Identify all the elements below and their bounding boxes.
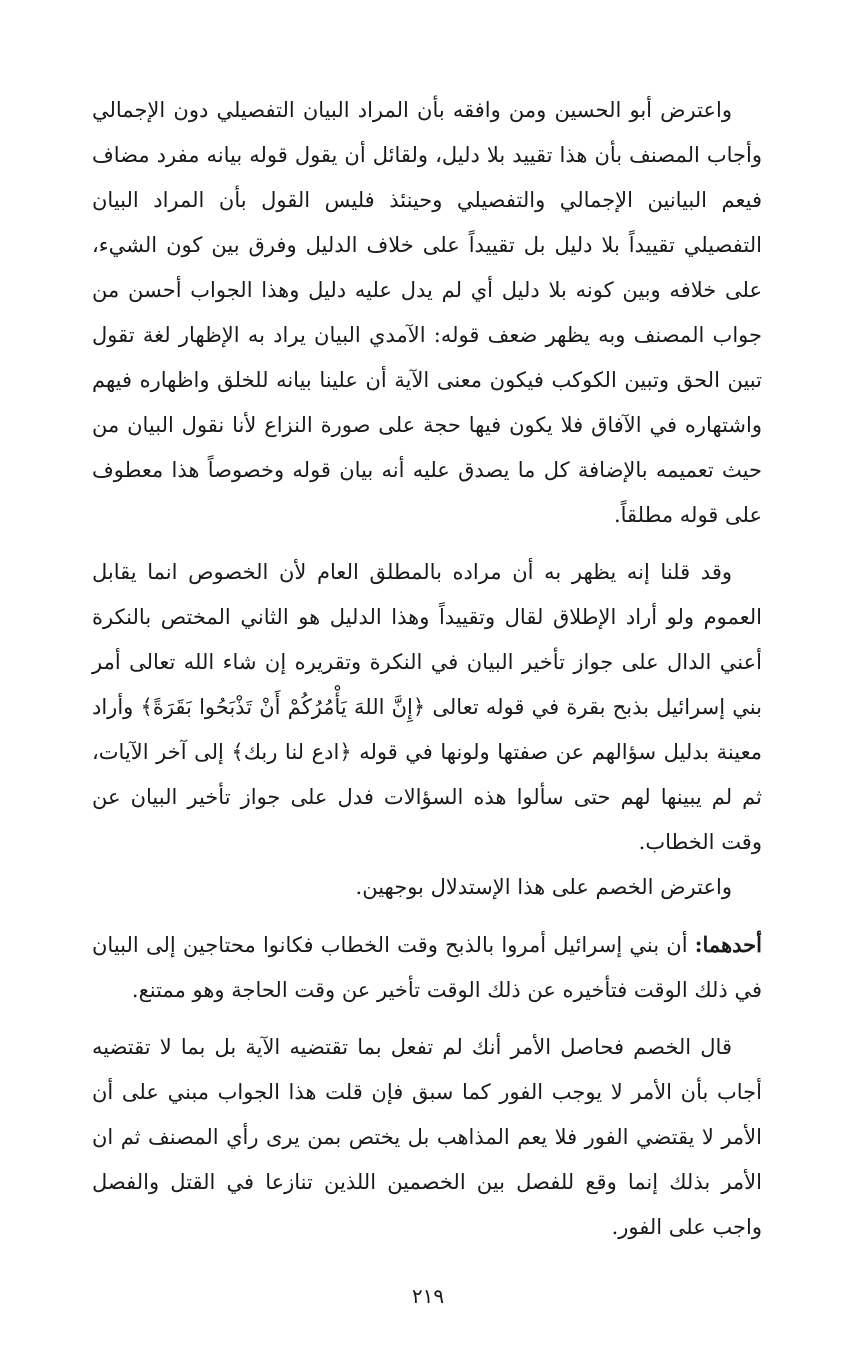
page-body — [92, 88, 762, 1308]
page-number: ٢١٩ — [411, 1284, 445, 1308]
paragraph-5: قال الخصم فحاصل الأمر أنك لم تفعل بما تقتضيه الآية بل بما لا تقتضيه أجاب بأن الأمر لا يوجب الفور كما سبق فإن قلت هذا الجواب مبني على أن الأمر لا يقتضي الفور فلا يعم المذاهب بل يختص بمن يرى رأي المصنف ثم ان الأمر بذلك إنما وقع للفصل بين الخصمين اللذين تنازعا في القتل والفصل واجب على الفور. — [92, 1035, 762, 1239]
paragraph-4-lead: أحدهما: — [694, 932, 762, 957]
paragraph-4 — [92, 922, 762, 1013]
paragraph-1: واعترض أبو الحسين ومن وافقه بأن المراد البيان التفصيلي دون الإجمالي وأجاب المصنف بأن هذا تقييد بلا دليل، ولقائل أن يقول قوله بيانه مفرد مضاف فيعم البيانين الإجمالي والتفصيلي وحينئذ فليس القول بأن المراد البيان التفصيلي تقييداً بلا دليل بل تقييداً على خلاف الدليل وفرق بين كون الشيء، على خلافه وبين كونه بلا دليل أي لم يدل عليه دليل وهذا الجواب أحسن من جواب المصنف وبه يظهر ضعف قوله: الآمدي البيان يراد به الإظهار لغة تقول تبين الحق وتبين الكوكب فيكون معنى الآية أن علينا بيانه للخلق واظهاره فيهم واشتهاره في الآفاق فلا يكون فيها حجة على صورة النزاع لأنا نقول البيان من حيث تعميمه بالإضافة كل ما يصدق عليه أنه بيان قوله وخصوصاً هذا معطوف على قوله مطلقاً. — [92, 98, 763, 527]
paragraph-4-text: أن بني إسرائيل أمروا بالذبح وقت الخطاب فكانوا محتاجين إلى البيان في ذلك الوقت فتأخيره عن ذلك الوقت تأخير عن وقت الحاجة وهو ممتنع. — [92, 933, 762, 1002]
paragraph-3: واعترض الخصم على هذا الإستدلال بوجهين. — [355, 875, 732, 899]
paragraph-2: وقد قلنا إنه يظهر به أن مراده بالمطلق العام لأن الخصوص انما يقابل العموم ولو أراد الإطلاق لقال وتقييداً وهذا الدليل هو الثاني المختص بالنكرة أعني الدال على جواز تأخير البيان في النكرة وتقريره إن شاء الله تعالى أمر بني إسرائيل بذبح بقرة في قوله تعالى ﴿إِنَّ اللهَ يَأْمُرُكُمْ أَنْ تَذْبَحُوا بَقَرَةً﴾ وأراد معينة بدليل سؤالهم عن صفتها ولونها في قوله ﴿ادع لنا ربك﴾ إلى آخر الآيات، ثم لم يبينها لهم حتى سألوا هذه السؤالات فدل على جواز تأخير البيان عن وقت الخطاب. — [92, 560, 762, 854]
